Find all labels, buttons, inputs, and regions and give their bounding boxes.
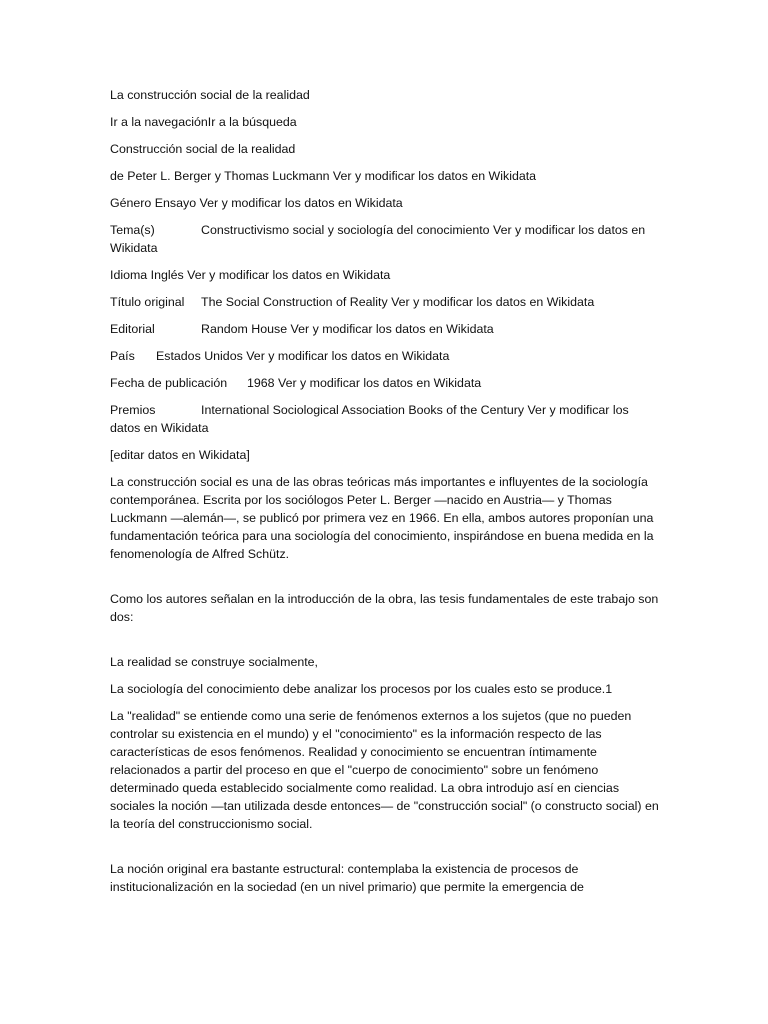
paragraph-thesis-intro: Como los autores señalan en la introducción de la obra, las tesis fundamentales de este trabajo son dos: <box>110 592 659 624</box>
article-title: La construcción social de la realidad <box>110 88 310 102</box>
thesis-item-2: La sociología del conocimiento debe analizar los procesos por los cuales esto se produce.1 <box>110 682 613 696</box>
publisher-value: Random House Ver y modificar los datos en Wikidata <box>201 322 494 336</box>
awards-line <box>110 401 660 437</box>
paragraph-intro: La construcción social es una de las obras teóricas más importantes e influyentes de la sociología contemporánea. Escrita por los sociólogos Peter L. Berger —nacido en Austria— y Thomas Luckmann —alemán—, se publicó por primera vez en 1966. En ella, ambos autores proponían una fundamentación teórica para una sociología del conocimiento, inspirándose en buena medida en la fenomenología de Alfred Schütz. <box>110 475 654 561</box>
topic-line <box>110 221 660 257</box>
topic-label: Tema(s) <box>110 223 155 237</box>
original-title-line <box>110 293 660 311</box>
country-value: Estados Unidos Ver y modificar los datos en Wikidata <box>156 349 450 363</box>
publication-date-value: 1968 Ver y modificar los datos en Wikidata <box>247 376 482 390</box>
authors-line: de Peter L. Berger y Thomas Luckmann Ver y modificar los datos en Wikidata <box>110 169 537 183</box>
paragraph-structural: La noción original era bastante estructural: contemplaba la existencia de procesos de institucionalización en la sociedad (en un nivel primario) que permite la emergencia de <box>110 862 584 894</box>
country-label: País <box>110 349 135 363</box>
edit-wikidata-link: [editar datos en Wikidata] <box>110 448 250 462</box>
publisher-line <box>110 320 660 338</box>
awards-value: International Sociological Association Books of the Century Ver y modificar los datos en Wikidata <box>110 403 629 435</box>
navigation-links: Ir a la navegaciónIr a la búsqueda <box>110 115 297 129</box>
country-line <box>110 347 660 365</box>
book-title: Construcción social de la realidad <box>110 142 296 156</box>
publisher-label: Editorial <box>110 322 155 336</box>
genre-line: Género Ensayo Ver y modificar los datos en Wikidata <box>110 196 403 210</box>
language-line: Idioma Inglés Ver y modificar los datos en Wikidata <box>110 268 391 282</box>
publication-date-line <box>110 374 660 392</box>
original-title-label: Título original <box>110 295 185 309</box>
original-title-value: The Social Construction of Reality Ver y modificar los datos en Wikidata <box>201 295 595 309</box>
thesis-item-1: La realidad se construye socialmente, <box>110 655 319 669</box>
publication-date-label: Fecha de publicación <box>110 376 228 390</box>
paragraph-reality: La "realidad" se entiende como una serie de fenómenos externos a los sujetos (que no pueden controlar su existencia en el mundo) y el "conocimiento" es la información respecto de las características de esos fenómenos. Realidad y conocimiento se encuentran íntimamente relacionados a partir del proceso en que el "cuerpo de conocimiento" sobre un fenómeno determinado queda establecido socialmente como realidad. La obra introdujo así en ciencias sociales la noción —tan utilizada desde entonces— de "construcción social" (o constructo social) en la teoría del construccionismo social. <box>110 709 659 831</box>
awards-label: Premios <box>110 403 156 417</box>
document-page <box>110 86 660 905</box>
topic-value: Constructivismo social y sociología del conocimiento Ver y modificar los datos en Wikidata <box>110 223 646 255</box>
